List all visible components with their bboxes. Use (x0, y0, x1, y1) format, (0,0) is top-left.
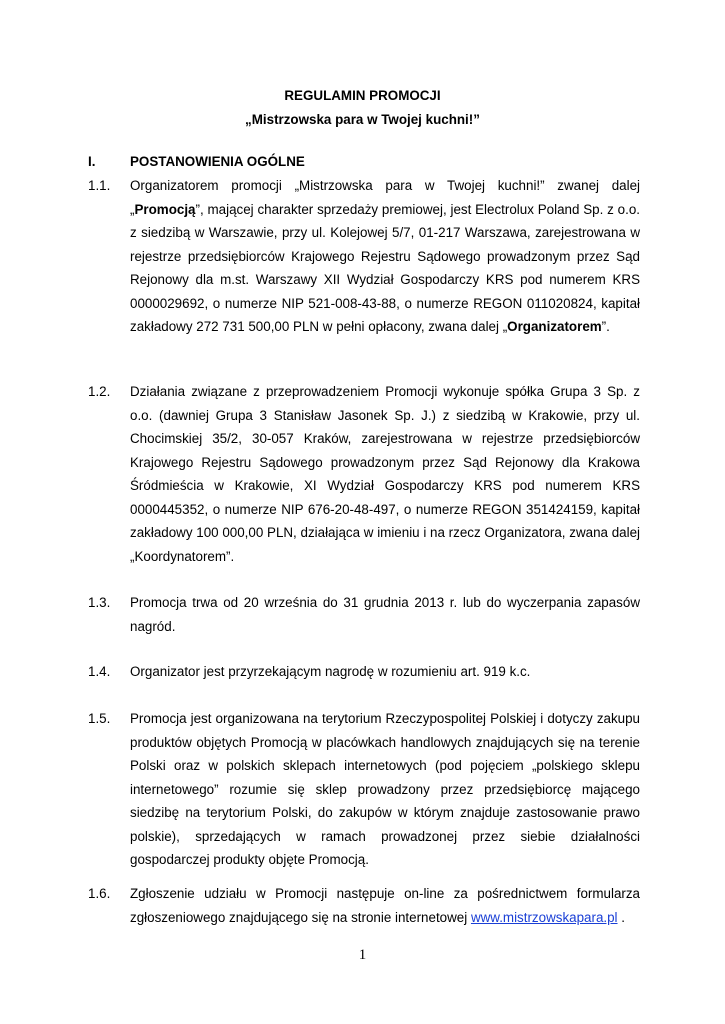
promotion-name: „Mistrzowska para w Twojej kuchni!” (245, 112, 480, 127)
paragraph-number: 1.3. (88, 595, 111, 610)
paragraph-text (130, 882, 640, 929)
paragraph-text: Promocja jest organizowana na terytorium Rzeczypospolitej Polskiej i dotyczy zakupu produktów objętych Promocją w placówkach handlowych znajdujących się na terenie Polski oraz w polskich sklepach internetowych (pod pojęciem „polskiego sklepu internetowego” rozumie się sklep prowadzony przez przedsiębiorcę mającego siedzibę na terytorium Polski, do zakupów w którym znajduje zastosowanie prawo polskie), sprzedających w ramach prowadzonej przez siebie działalności gospodarczej produkty objęte Promocją. (130, 711, 640, 867)
text-run: ”. (601, 319, 610, 334)
document-title: REGULAMIN PROMOCJI (284, 88, 441, 103)
paragraph-number: 1.4. (88, 664, 111, 679)
page-number: 1 (358, 947, 367, 963)
section-number: I. (88, 154, 96, 169)
paragraph-number: 1.6. (88, 886, 111, 901)
text-run: Organizatorem promocji „Mistrzowska para w Twojej kuchni!” zwanej dalej „ (130, 178, 640, 217)
website-link[interactable]: www.mistrzowskapara.pl (470, 909, 618, 925)
paragraph-text: Organizator jest przyrzekającym nagrodę w rozumieniu art. 919 k.c. (130, 664, 531, 679)
text-run: . (617, 909, 625, 925)
paragraph-text (130, 174, 640, 339)
paragraph-number: 1.1. (88, 178, 111, 193)
defined-term-organizator: Organizatorem (507, 319, 602, 334)
paragraph-text: Promocja trwa od 20 września do 31 grudnia 2013 r. lub do wyczerpania zapasów nagród. (130, 595, 640, 634)
paragraph-text: Działania związane z przeprowadzeniem Promocji wykonuje spółka Grupa 3 Sp. z o.o. (dawniej Grupa 3 Stanisław Jasonek Sp. J.) z siedzibą w Krakowie, przy ul. Chocimskiej 35/2, 30-057 Kraków, zarejestrowana w rejestrze przedsiębiorców Krajowego Rejestru Sądowego prowadzonym przez Sąd Rejonowy dla Krakowa Śródmieścia w Krakowie, XI Wydział Gospodarczy KRS pod numerem KRS 0000445352, o numerze NIP 676-20-48-497, o numerze REGON 351424159, kapitał zakładowy 100 000,00 PLN, działająca w imieniu i na rzecz Organizatora, zwana dalej „Koordynatorem”. (130, 384, 640, 564)
section-title: POSTANOWIENIA OGÓLNE (130, 154, 305, 169)
text-run: Zgłoszenie udziału w Promocji następuje on-line za pośrednictwem formularza zgłoszeniowego znajdującego się na stronie internetowej (130, 886, 640, 925)
paragraph-number: 1.2. (88, 384, 111, 399)
defined-term-promocja: Promocją (134, 201, 196, 217)
paragraph-number: 1.5. (88, 711, 111, 726)
text-run: ”, mającej charakter sprzedaży premiowej, jest Electrolux Poland Sp. z o.o. z siedzibą w Warszawie, przy ul. Kolejowej 5/7, 01-217 Warszawa, zarejestrowana w rejestrze przedsiębiorców Krajowego Rejestru Sądowego prowadzonym przez Sąd Rejonowy dla m.st. Warszawy XII Wydział Gospodarczy KRS pod numerem KRS 0000029692, o numerze NIP 521-008-43-88, o numerze REGON 011020824, kapitał zakładowy 272 731 500,00 PLN w pełni opłacony, zwana dalej „ (130, 201, 640, 334)
